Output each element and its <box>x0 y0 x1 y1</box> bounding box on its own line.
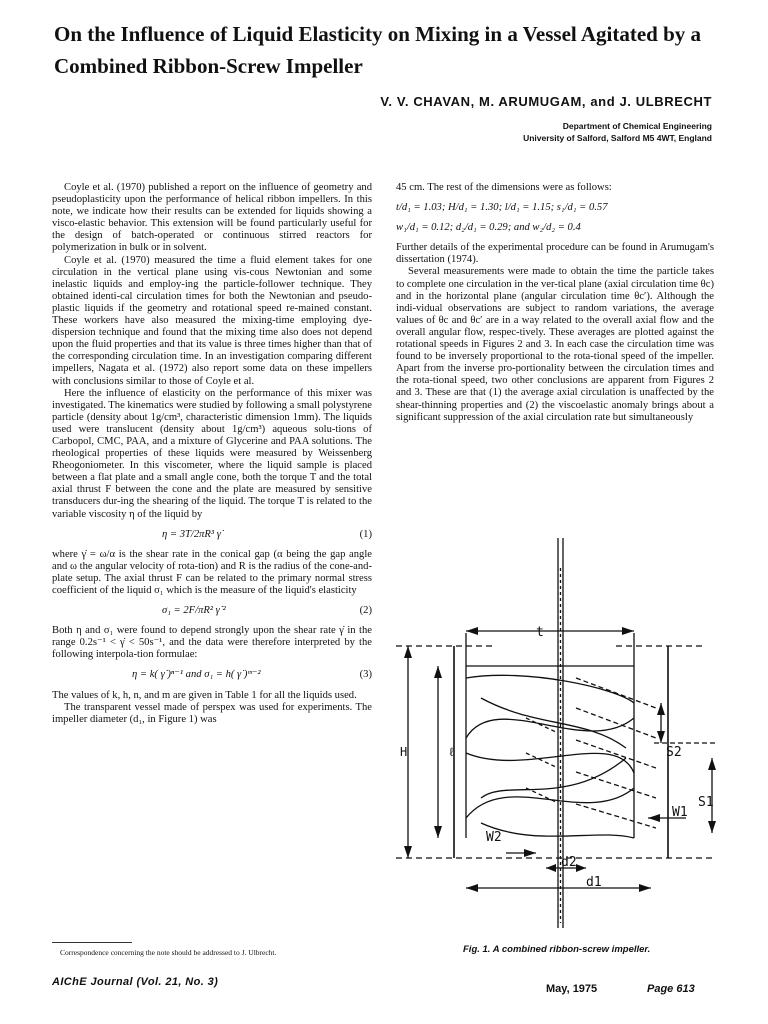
dimension-ratios <box>396 202 714 234</box>
affiliation-university: University of Salford, Salford M5 4WT, England <box>523 133 712 143</box>
equation-2 <box>52 605 372 617</box>
label-s1: S1 <box>698 795 714 810</box>
label-w2: W2 <box>486 830 502 845</box>
article-title: On the Influence of Liquid Elasticity on Mixing in a Vessel Agitated by a Combined Ribbon-Screw Impeller <box>54 22 702 78</box>
paragraph: Further details of the experimental procedure can be found in Arumugam's dissertation (1974). <box>396 242 714 266</box>
affiliation-department: Department of Chemical Engineering <box>562 121 712 131</box>
paragraph: Coyle et al. (1970) published a report on the influence of geometry and pseudoplasticity upon the performance of helical ribbon impellers. In this note, we indicate how their results can be extended for liquids showing a visco-elastic behavior. This extension will be found particularly useful for the design of batch-operated or continuous stirred reactors for polymerization in bulk or in solvent. <box>52 182 372 254</box>
equation-body: η = 3T/2πR³ γ̇ <box>162 528 221 540</box>
screw-pitch <box>576 772 656 798</box>
label-w1: W1 <box>672 805 688 820</box>
issue-date: May, 1975 <box>546 983 598 995</box>
paragraph: 45 cm. The rest of the dimensions were as follows: <box>396 182 612 193</box>
label-d2: d2 <box>561 855 577 870</box>
paragraph: Both η and σ₁ were found to depend strongly upon the shear rate γ̇ in the range 0.2s⁻¹ < γ̇ < 50s⁻¹, and the data were therefore interpreted by the following interpola-tion formulae: <box>52 625 372 661</box>
equation-body: σ₁ = 2F/πR² γ̇ ² <box>162 605 226 617</box>
label-H: H <box>400 745 408 759</box>
screw-pitch <box>576 804 656 828</box>
screw-pitch <box>526 788 558 803</box>
equation-body: η = k( γ̇ )ⁿ⁻¹ and σ₁ = h( γ̇ )ᵐ⁻² <box>132 669 261 681</box>
ribbon-curve <box>481 758 626 798</box>
equation-number: (3) <box>359 669 372 681</box>
equation-number: (2) <box>359 605 372 617</box>
equation-number: (1) <box>359 528 372 540</box>
dimension-line: w₁/d₁ = 0.12; d₂/d₁ = 0.29; and w₂/d₂ = 0.4 <box>396 222 581 234</box>
paragraph: Here the influence of elasticity on the performance of this mixer was investigated. The kinematics were studied by following a small polystyrene particle (density about 1g/cm³, characteristic dimension 1mm). The liquids used were translucent (density about 1g/cm³) aqueous solu-tions of Carbopol, CMC, PAA, and a mixture of Glycerine and PAA solutions. The rheological properties of these liquids were measured by Weissenberg Rheogoniometer. In this viscometer, where the liquid sample is placed between a flat plate and a small angle cone, both the torque T and the total axial thrust F between the cone and the plate are measured by sensitive transducers dur-ing the shearing of the liquid. The torque T is related to the variable viscosity η of the liquid by <box>52 387 372 520</box>
paragraph: where γ̇ = ω/α is the shear rate in the conical gap (α being the gap angle and ω the angular velocity of rota-tion) and R is the radius of the cone-and-plate setup. The axial thrust F can be related to the primary normal stress coefficient of the liquid σ₁ which is the measure of the liquid's elasticity <box>52 548 372 596</box>
equation-1 <box>52 529 372 541</box>
page-number: Page 613 <box>647 983 695 995</box>
authors: V. V. CHAVAN, M. ARUMUGAM, and J. ULBRECHT <box>380 94 712 109</box>
journal-name: AIChE Journal (Vol. 21, No. 3) <box>52 976 219 988</box>
right-column <box>396 182 714 424</box>
impeller-figure <box>386 528 726 938</box>
screw-pitch <box>526 753 558 768</box>
footnote: Correspondence concerning the note should be addressed to J. Ulbrecht. <box>60 948 277 957</box>
paragraph: The values of k, h, n, and m are given in Table 1 for all the liquids used. <box>52 689 357 701</box>
figure-caption: Fig. 1. A combined ribbon-screw impeller. <box>463 944 651 955</box>
label-l: ℓ <box>448 745 456 759</box>
dimension-line: t/d₁ = 1.03; H/d₁ = 1.30; l/d₁ = 1.15; s₁/d₁ = 0.57 <box>396 202 608 214</box>
ribbon-curve <box>466 675 634 703</box>
label-d1: d1 <box>586 875 602 890</box>
label-s2: S2 <box>666 745 682 760</box>
paragraph: The transparent vessel made of perspex was used for experiments. The impeller diameter (d₁, in Figure 1) was <box>52 701 372 725</box>
left-column <box>52 182 372 726</box>
ribbon-curve <box>481 698 626 748</box>
affiliation <box>523 120 712 144</box>
paragraph: Coyle et al. (1970) measured the time a fluid element takes for one circulation in the vertical plane using vis-cous Newtonian and some inelastic liquids and employ-ing the particle-follower technique. They obtained identi-cal circulation times for both the Newtonian and pseudo-plastic liquids if the geometry and rotational speed re-mained constant. These workers have also measured the mixing-time employing dye-dispersion technique and found that the mixing time also does not depend upon the fluid properties and that its value is three times higher than that of the corresponding circulation time. In an investigation comparing different impellers, Nagata et al. (1972) also report some data on these impellers with conclusions similar to those of Coyle et al. <box>52 254 372 387</box>
equation-3 <box>52 669 372 681</box>
screw-pitch <box>576 678 656 708</box>
screw-pitch <box>576 708 656 738</box>
footnote-rule <box>52 942 132 943</box>
label-t: t <box>536 625 544 640</box>
paragraph: Several measurements were made to obtain the time the particle takes to complete one circulation in the ver-tical plane (axial circulation time θc) and in the horizontal plane (angular circulation time θc′). Although the indi-vidual observations are subject to random variations, the average values of θc and θc′ are in a way related to the overall axial flow and the overall angular flow, respec-tively. These averages are plotted against the rotational speeds in Figures 2 and 3. In each case the circulation time was found to be inversely proportional to the rota-tional speed of the impeller. Apart from the inverse pro-portionality between the circulation times and the rota-tional speed, two other conclusions are apparent from Figures 2 and 3. These are that (1) the average axial circulation is unaffected by the shear-thinning properties and (2) the viscoelastic anomaly brings about a significant suppression of the axial circulation rate but simultaneously <box>396 266 714 423</box>
